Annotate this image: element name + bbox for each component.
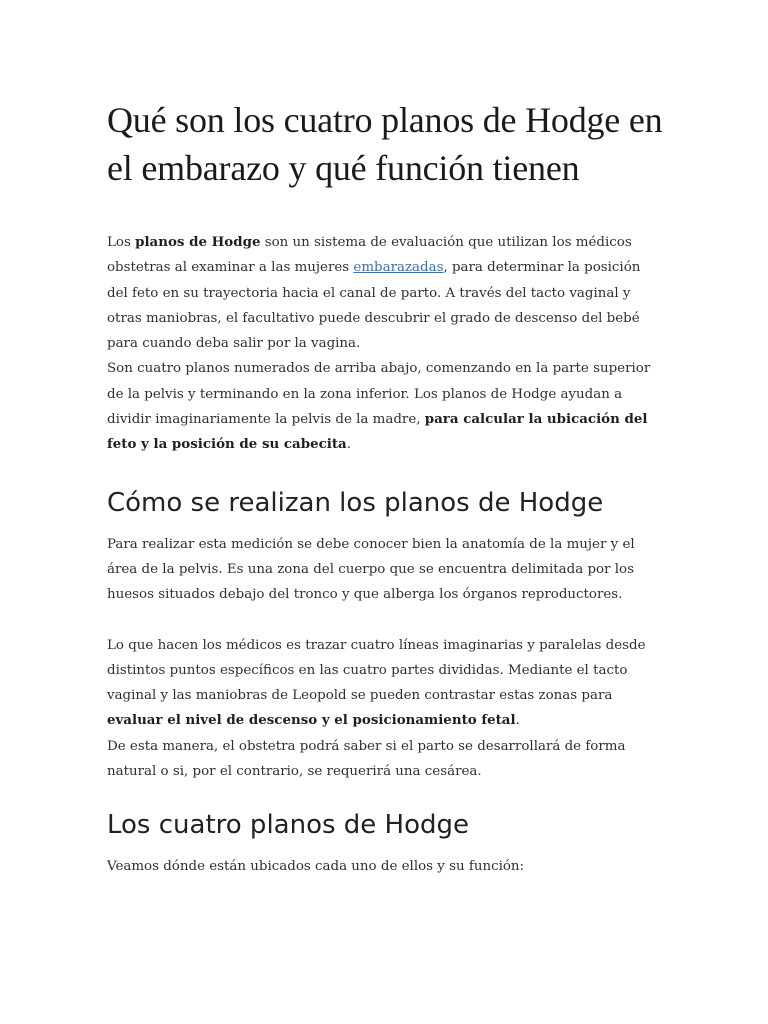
intro-text-4: Son cuatro planos numerados de arriba abajo, comenzando en la parte superior de la pelvis y terminando en la zona inferior. Los planos de Hodge ayudan a dividir imaginariamente la pelvis de la madre, xyxy=(107,361,651,428)
section1-p2-text-1: Lo que hacen los médicos es trazar cuatro líneas imaginarias y paralelas desde distintos puntos específicos en las cuatro partes divididas. Mediante el tacto vaginal y las maniobras de Leopold se pueden contrastar estas zonas para xyxy=(107,637,646,704)
section-heading-como-se-realizan: Cómo se realizan los planos de Hodge xyxy=(107,487,604,518)
section1-paragraph-2 xyxy=(107,633,663,785)
intro-text-5: . xyxy=(346,437,351,453)
section1-p2-text-2: . xyxy=(515,713,520,729)
document-body xyxy=(107,96,663,880)
section2-paragraph-1: Veamos dónde están ubicados cada uno de ellos y su función: xyxy=(107,859,525,875)
section1-p2-bold: evaluar el nivel de descenso y el posicionamiento fetal xyxy=(107,712,516,729)
section-heading-cuatro-planos: Los cuatro planos de Hodge xyxy=(107,810,470,841)
page-title: Qué son los cuatro planos de Hodge en el embarazo y qué función tienen xyxy=(107,100,663,188)
intro-paragraph xyxy=(107,230,663,458)
intro-bold-hodge: planos de Hodge xyxy=(135,234,261,250)
intro-text-3: , para determinar la posición del feto en su trayectoria hacia el canal de parto. A través del tacto vaginal y otras maniobras, el facultativo puede descubrir el grado de descenso del bebé para cuando deba salir por la vagina. xyxy=(107,260,641,352)
intro-text-1: Los xyxy=(107,235,136,250)
section1-p2-text-3: De esta manera, el obstetra podrá saber si el parto se desarrollará de forma natural o si, por el contrario, se requerirá una cesárea. xyxy=(107,738,626,780)
embarazadas-link[interactable]: embarazadas xyxy=(353,260,444,276)
section1-paragraph-1: Para realizar esta medición se debe conocer bien la anatomía de la mujer y el área de la pelvis. Es una zona del cuerpo que se encuentra delimitada por los huesos situados debajo del tronco y que alberga los órganos reproductores. xyxy=(107,536,635,603)
intro-bold-ubicacion: para calcular la ubicación del feto y la posición de su cabecita xyxy=(107,411,648,453)
intro-text-2: son un sistema de evaluación que utilizan los médicos obstetras al examinar a las mujeres xyxy=(107,235,632,276)
